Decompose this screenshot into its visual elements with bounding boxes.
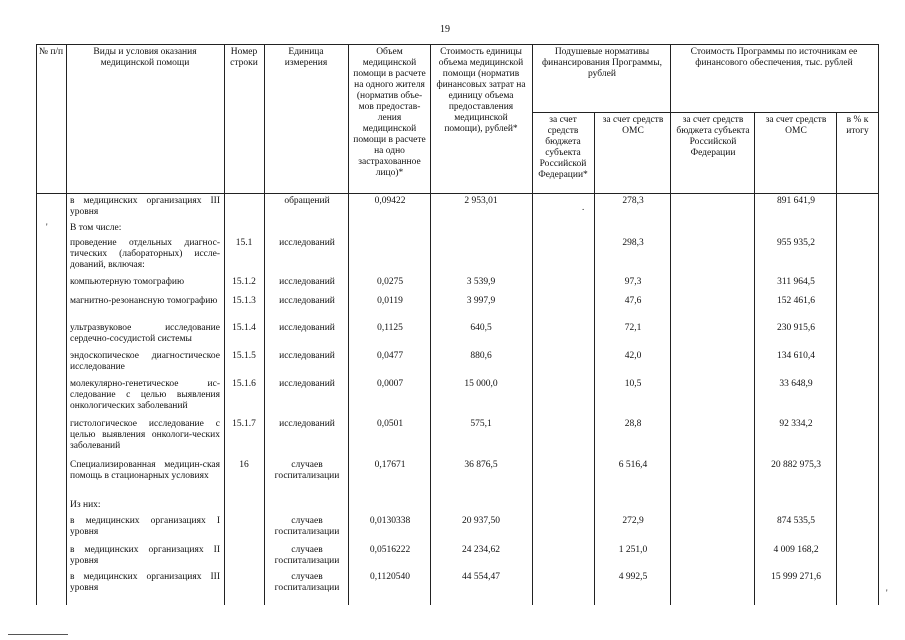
col-rule [430, 44, 431, 605]
row-cost-oms: 92 334,2 [779, 419, 813, 429]
row-unit: случаев госпитализации [274, 545, 340, 566]
header-type: Виды и условия оказания медицинской помощи [93, 47, 197, 68]
row-cost: 3 539,9 [466, 277, 496, 287]
col-rule [348, 44, 349, 605]
row-cost-oms: 152 461,6 [777, 296, 815, 306]
row-cost-oms: 33 648,9 [779, 379, 813, 389]
col-rule [670, 44, 671, 605]
row-number: 15.1 [235, 238, 253, 248]
header-norm-budget: за счет средств бюджета субъекта Российской Федерации* [538, 115, 588, 180]
row-number: 16 [239, 460, 249, 470]
row-name: ультразвуковое исследование сердечно-сосудистой системы [70, 323, 220, 344]
header-volume: Объем медицинской помощи в расчете на одного жителя (норматив объе-мов предостав-ления медицинской помощи в расчете на одно застрахованное лицо)* [353, 47, 426, 178]
row-name: в медицинских организациях III уровня [70, 196, 220, 217]
header-num: № п/п [38, 47, 64, 57]
row-number: 15.1.4 [232, 323, 256, 333]
row-number: 15.1.3 [232, 296, 256, 306]
row-unit: обращений [284, 196, 330, 206]
row-unit: исследований [279, 419, 335, 429]
row-unit: исследований [279, 379, 335, 389]
header-top-rule [36, 44, 878, 45]
row-unit: случаев госпитализации [274, 460, 340, 481]
header-bottom-rule [36, 193, 878, 194]
row-volume: 0,0130338 [369, 516, 411, 526]
scan-speck: ' [886, 588, 888, 598]
col-rule [594, 112, 595, 605]
row-number: 15.1.5 [232, 351, 256, 361]
row-name: Специализированная медицин-ская помощь в стационарных условиях [70, 460, 220, 481]
col-rule [836, 112, 837, 605]
header-line: Номер строки [230, 47, 258, 68]
row-unit: исследований [279, 296, 335, 306]
row-cost-oms: 955 935,2 [777, 238, 815, 248]
row-norm-oms: 28,8 [624, 419, 642, 429]
row-cost: 15 000,0 [464, 379, 498, 389]
header-norms: Подушевые нормативы финансирования Программы, рублей [542, 47, 662, 79]
row-volume: 0,17671 [374, 460, 406, 470]
row-unit: исследований [279, 351, 335, 361]
row-cost-oms: 15 999 271,6 [771, 572, 821, 582]
row-name: эндоскопическое диагностическое исследование [70, 351, 220, 372]
row-cost-oms: 891 641,9 [777, 196, 815, 206]
row-norm-oms: 1 251,0 [618, 545, 648, 555]
row-norm-oms: 42,0 [624, 351, 642, 361]
header-cost-pct: в % к итогу [846, 115, 869, 136]
row-cost-oms: 311 964,5 [777, 277, 815, 287]
row-unit: исследований [279, 238, 335, 248]
row-volume: 0,09422 [374, 196, 406, 206]
row-name: в медицинских организациях III уровня [70, 572, 220, 593]
row-norm-oms: 298,3 [622, 238, 644, 248]
header-cost: Стоимость единицы объема медицинской помощи (норматив финансовых затрат на единицу объема предоставления медицинской помощи), рублей* [436, 47, 526, 134]
row-cost: 640,5 [470, 323, 492, 333]
row-unit: исследований [279, 323, 335, 333]
row-norm-oms: 47,6 [624, 296, 642, 306]
row-cost: 20 937,50 [462, 516, 500, 526]
row-cost-oms: 4 009 168,2 [773, 545, 819, 555]
row-name: магнитно-резонансную томографию [70, 296, 218, 306]
row-volume: 0,0275 [376, 277, 404, 287]
row-volume: 0,0477 [376, 351, 404, 361]
row-number: 15.1.6 [232, 379, 256, 389]
row-cost: 36 876,5 [464, 460, 498, 470]
row-unit: случаев госпитализации [274, 572, 340, 593]
footnote-rule [8, 634, 68, 635]
col-rule [66, 44, 67, 605]
row-volume: 0,0007 [376, 379, 404, 389]
col-rule [754, 112, 755, 605]
row-name: гистологическое исследование с целью выявления онкологи-ческих заболеваний [70, 419, 220, 451]
row-unit: исследований [279, 277, 335, 287]
header-unit: Единица измерения [284, 47, 328, 68]
row-name: в медицинских организациях I уровня [70, 516, 220, 537]
row-number: 15.1.2 [232, 277, 256, 287]
row-number: 15.1.7 [232, 419, 256, 429]
col-rule [264, 44, 265, 605]
scan-speck: . [582, 202, 585, 212]
row-unit: случаев госпитализации [274, 516, 340, 537]
row-norm-oms: 272,9 [622, 516, 644, 526]
row-name: компьютерную томографию [70, 277, 185, 287]
header-program-cost: Стоимость Программы по источникам ее финансового обеспечения, тыс. рублей [690, 47, 858, 68]
row-cost-oms: 134 610,4 [777, 351, 815, 361]
header-cost-budget: за счет средств бюджета субъекта Российской Федерации [676, 115, 750, 158]
header-mid-rule [532, 112, 878, 113]
row-volume: 0,1125 [377, 323, 403, 333]
row-volume: 0,1120540 [369, 572, 411, 582]
row-norm-oms: 10,5 [624, 379, 642, 389]
col-rule [532, 44, 533, 605]
row-cost: 880,6 [470, 351, 492, 361]
row-name: В том числе: [70, 223, 122, 233]
col-rule [224, 44, 225, 605]
row-name: в медицинских организациях II уровня [70, 545, 220, 566]
row-cost-oms: 20 882 975,3 [771, 460, 821, 470]
row-norm-oms: 97,3 [624, 277, 642, 287]
scan-speck: ' [46, 222, 48, 232]
row-norm-oms: 6 516,4 [618, 460, 648, 470]
row-volume: 0,0119 [377, 296, 403, 306]
row-cost: 44 554,47 [462, 572, 500, 582]
row-cost: 575,1 [470, 419, 492, 429]
header-cost-oms: за счет средств ОМС [765, 115, 827, 136]
row-volume: 0,0516222 [369, 545, 411, 555]
row-name: Из них: [70, 500, 101, 510]
header-norm-oms: за счет средств ОМС [602, 115, 664, 136]
row-name: молекулярно-генетическое ис-следование с целью выявления онкологических заболеваний [70, 379, 220, 411]
row-norm-oms: 72,1 [624, 323, 642, 333]
row-cost-oms: 874 535,5 [777, 516, 815, 526]
row-name: проведение отдельных диагнос-тических (лабораторных) иссле-дований, включая: [70, 238, 220, 270]
page-number: 19 [440, 24, 450, 35]
row-volume: 0,0501 [376, 419, 404, 429]
row-norm-oms: 278,3 [622, 196, 644, 206]
col-rule [36, 44, 37, 605]
row-cost: 24 234,62 [462, 545, 500, 555]
row-cost-oms: 230 915,6 [777, 323, 815, 333]
row-norm-oms: 4 992,5 [618, 572, 648, 582]
row-cost: 2 953,01 [464, 196, 498, 206]
row-cost: 3 997,9 [466, 296, 496, 306]
col-rule [878, 44, 879, 605]
